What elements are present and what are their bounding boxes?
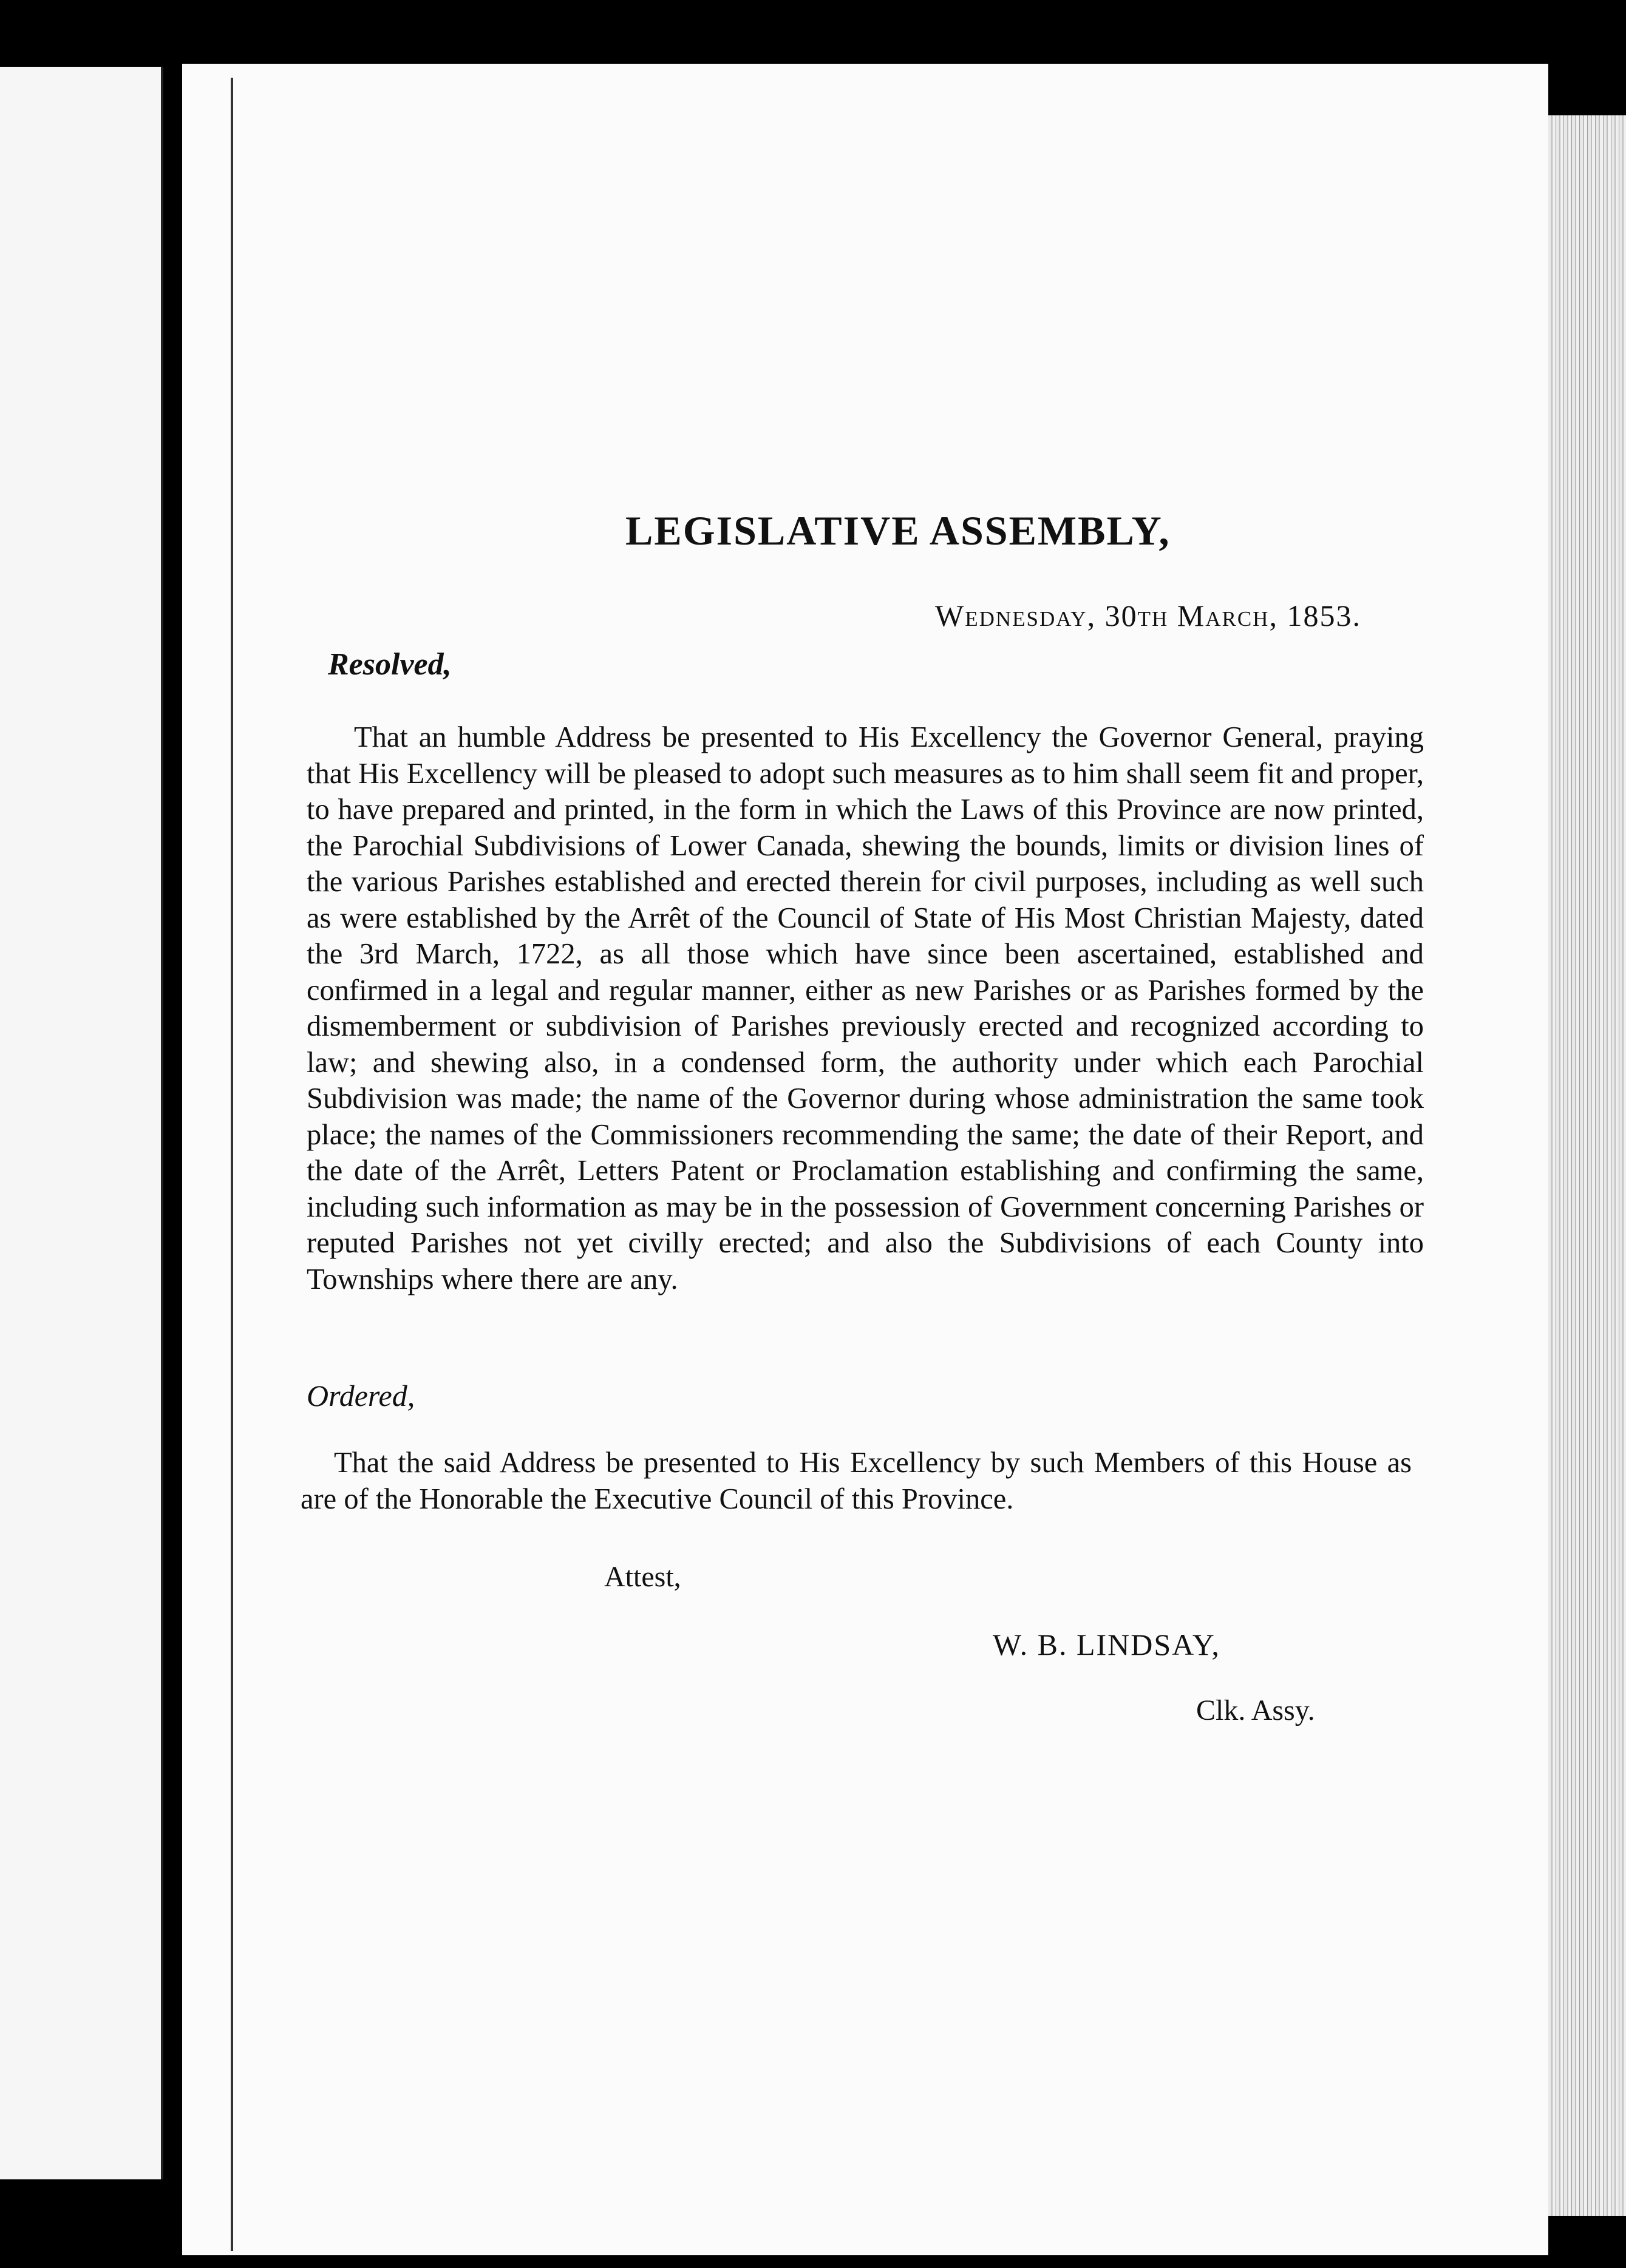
- page-gutter: [231, 78, 233, 2251]
- facing-page: [0, 67, 163, 2179]
- resolved-label: Resolved,: [328, 647, 452, 682]
- ordered-label: Ordered,: [307, 1379, 415, 1413]
- document-date: Wednesday, 30th March, 1853.: [935, 599, 1361, 633]
- resolution-paragraph: That an humble Address be presented to His Excellency the Governor General, praying that His Excellency will be pleased to adopt such measures as to him shall seem fit and proper, to have prepared and printed, in the form in which the Laws of this Province are now printed, the Parochial Subdivisions of Lower Canada, shewing the bounds, limits or division lines of the various Parishes established and erected therein for civil purposes, including as well such as were established by the Arrêt of the Council of State of His Most Christian Majesty, dated the 3rd March, 1722, as all those which have since been ascertained, established and confirmed in a legal and regular manner, either as new Parishes or as Parishes formed by the dismemberment or subdivision of Parishes previously erected and recognized according to law; and shewing also, in a condensed form, the authority under which each Parochial Subdivision was made; the name of the Governor during whose administration the same took place; the names of the Commissioners recommending the same; the date of their Report, and the date of the Arrêt, Letters Patent or Proclamation establishing and confirming the same, including such information as may be in the possession of Government concerning Parishes or reputed Parishes not yet civilly erected; and also the Subdivisions of each County into Townships where there are any.: [307, 721, 1424, 1295]
- page-edges: [1548, 115, 1626, 2216]
- signatory-title: Clk. Assy.: [1196, 1694, 1315, 1726]
- document-heading: LEGISLATIVE ASSEMBLY,: [625, 508, 1171, 554]
- signatory-name: W. B. LINDSAY,: [993, 1628, 1220, 1662]
- attest-label: Attest,: [604, 1561, 681, 1593]
- order-paragraph: That the said Address be presented to His Excellency by such Members of this House as are of the Honorable the Executive Council of this Province.: [301, 1447, 1412, 1515]
